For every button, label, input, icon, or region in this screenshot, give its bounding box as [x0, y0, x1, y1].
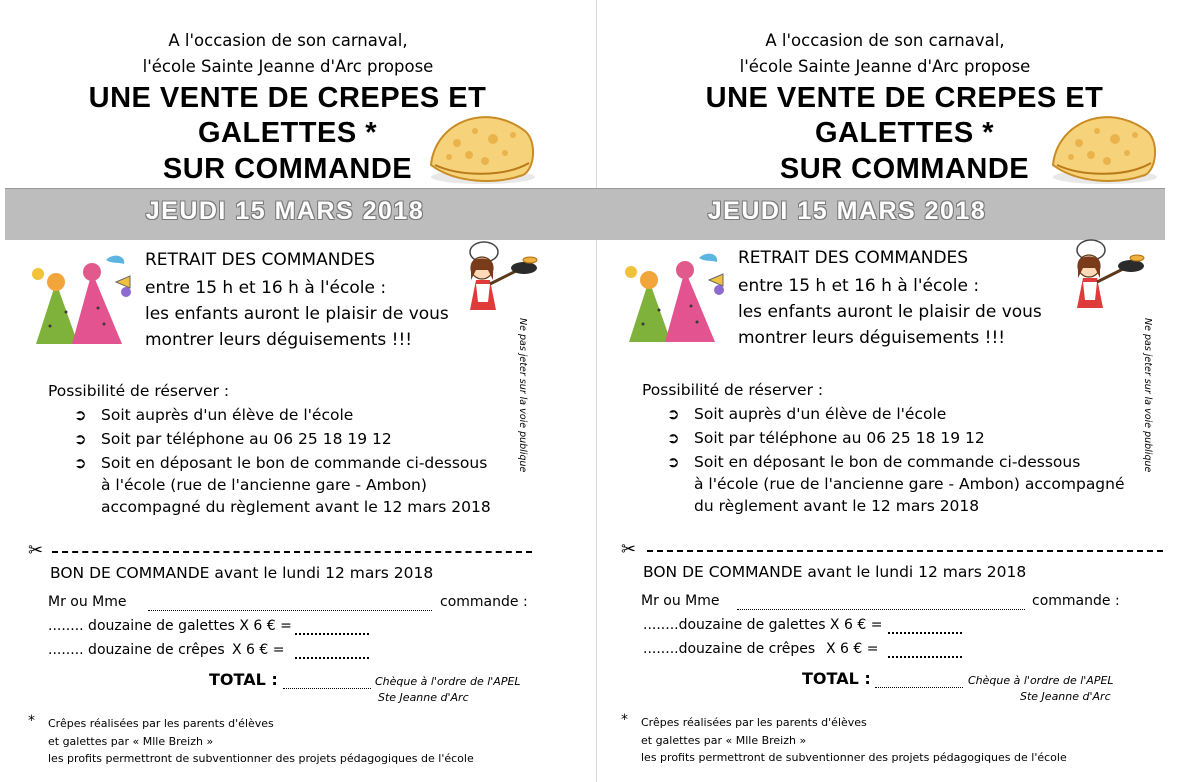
- total-field[interactable]: [875, 673, 963, 692]
- galettes-line: ........douzaine de galettes X 6 € =: [643, 617, 883, 633]
- title-line-2: GALETTES *: [197, 117, 377, 149]
- bullet-arrow-icon: ➲: [74, 406, 87, 424]
- title-line-1: UNE VENTE DE CREPES ET: [705, 82, 1104, 114]
- intro-line-1: A l'occasion de son carnaval,: [765, 31, 1005, 50]
- reserve-intro: Possibilité de réserver :: [48, 382, 230, 400]
- footnote-1: Crêpes réalisées par les parents d'élèves: [641, 716, 867, 729]
- total-field[interactable]: [283, 674, 371, 693]
- footnote-3: les profits permettront de subventionner des projets pédagogiques de l'école: [641, 751, 1067, 764]
- galettes-amount-field[interactable]: [888, 619, 962, 638]
- vertical-note: Ne pas jeter sur la voie publique: [1142, 318, 1153, 473]
- crepes-line: ........douzaine de crêpes: [643, 641, 816, 657]
- date-banner: [567, 188, 1165, 240]
- footnote-star: *: [28, 713, 35, 729]
- commande-label: commande :: [1032, 593, 1120, 609]
- name-label: Mr ou Mme: [641, 593, 720, 609]
- title-line-1: UNE VENTE DE CREPES ET: [88, 82, 487, 114]
- crepes-amount-field[interactable]: [888, 643, 962, 662]
- footnote-2: et galettes par « Mlle Breizh »: [48, 735, 214, 748]
- bullet-arrow-icon: ➲: [74, 430, 87, 448]
- bullet-2: Soit par téléphone au 06 25 18 19 12: [101, 430, 392, 448]
- crepes-line: ........ douzaine de crêpes: [48, 642, 225, 658]
- reserve-intro: Possibilité de réserver :: [642, 381, 824, 399]
- retrait-line-3: montrer leurs déguisements !!!: [738, 328, 1006, 348]
- order-title: BON DE COMMANDE avant le lundi 12 mars 2018: [50, 564, 434, 582]
- scissors-icon: ✂: [28, 540, 44, 561]
- name-label: Mr ou Mme: [48, 594, 127, 610]
- crepes-amount-field[interactable]: [295, 644, 369, 663]
- bullet-3-line-2: à l'école (rue de l'ancienne gare - Ambon) accompagné: [694, 475, 1125, 493]
- galettes-amount-field[interactable]: [295, 620, 369, 639]
- bullet-arrow-icon: ➲: [667, 429, 680, 447]
- order-title: BON DE COMMANDE avant le lundi 12 mars 2018: [643, 563, 1027, 581]
- footnote-2: et galettes par « Mlle Breizh »: [641, 734, 807, 747]
- crepe-illustration: [1047, 103, 1163, 187]
- chef-girl-illustration: [458, 240, 542, 312]
- carnival-children-illustration: [619, 250, 729, 348]
- crepes-price: X 6 € =: [826, 641, 879, 657]
- carnival-children-illustration: [26, 252, 136, 350]
- intro-line-2: l'école Sainte Jeanne d'Arc propose: [142, 57, 434, 76]
- scissors-icon: ✂: [621, 539, 637, 560]
- bullet-arrow-icon: ➲: [74, 454, 87, 472]
- name-field[interactable]: [148, 596, 432, 615]
- cheque-line-2: Ste Jeanne d'Arc: [378, 691, 469, 704]
- date-banner: [5, 188, 595, 240]
- retrait-line-1: entre 15 h et 16 h à l'école :: [145, 278, 387, 298]
- cut-line: [647, 550, 1163, 552]
- bullet-3-line-3: du règlement avant le 12 mars 2018: [694, 497, 980, 515]
- crepe-illustration: [425, 103, 541, 187]
- name-field[interactable]: [737, 595, 1025, 614]
- retrait-line-2: les enfants auront le plaisir de vous: [738, 302, 1042, 322]
- cheque-line-1: Chèque à l'ordre de l'APEL: [375, 675, 521, 688]
- intro-line-1: A l'occasion de son carnaval,: [168, 31, 408, 50]
- vertical-note: Ne pas jeter sur la voie publique: [517, 318, 528, 473]
- bullet-1: Soit auprès d'un élève de l'école: [694, 405, 947, 423]
- commande-label: commande :: [440, 594, 528, 610]
- bullet-3-line-3: accompagné du règlement avant le 12 mars 2018: [101, 498, 491, 516]
- bullet-3-line-2: à l'école (rue de l'ancienne gare - Ambon): [101, 476, 427, 494]
- retrait-line-2: les enfants auront le plaisir de vous: [145, 304, 449, 324]
- date-banner-text: JEUDI 15 MARS 2018: [145, 197, 425, 225]
- crepes-price: X 6 € =: [232, 642, 285, 658]
- total-label: TOTAL :: [802, 669, 871, 688]
- bullet-1: Soit auprès d'un élève de l'école: [101, 406, 354, 424]
- retrait-title: RETRAIT DES COMMANDES: [145, 250, 376, 270]
- chef-girl-illustration: [1065, 238, 1149, 310]
- title-line-3: SUR COMMANDE: [162, 153, 413, 185]
- retrait-line-1: entre 15 h et 16 h à l'école :: [738, 276, 980, 296]
- footnote-3: les profits permettront de subventionner des projets pédagogiques de l'école: [48, 752, 474, 765]
- cheque-line-1: Chèque à l'ordre de l'APEL: [968, 674, 1114, 687]
- cheque-line-2: Ste Jeanne d'Arc: [1020, 690, 1111, 703]
- flyer-left: [0, 0, 596, 782]
- title-line-3: SUR COMMANDE: [779, 153, 1030, 185]
- bullet-2: Soit par téléphone au 06 25 18 19 12: [694, 429, 985, 447]
- bullet-3-line-1: Soit en déposant le bon de commande ci-dessous: [694, 453, 1081, 471]
- footnote-star: *: [621, 712, 628, 728]
- date-banner-text: JEUDI 15 MARS 2018: [707, 197, 987, 225]
- bullet-3-line-1: Soit en déposant le bon de commande ci-dessous: [101, 454, 488, 472]
- flyer-right: [597, 0, 1193, 782]
- galettes-line: ........ douzaine de galettes X 6 € =: [48, 618, 292, 634]
- title-line-2: GALETTES *: [814, 117, 994, 149]
- bullet-arrow-icon: ➲: [667, 453, 680, 471]
- retrait-line-3: montrer leurs déguisements !!!: [145, 330, 413, 350]
- total-label: TOTAL :: [209, 670, 278, 689]
- intro-line-2: l'école Sainte Jeanne d'Arc propose: [739, 57, 1031, 76]
- retrait-title: RETRAIT DES COMMANDES: [738, 248, 969, 268]
- bullet-arrow-icon: ➲: [667, 405, 680, 423]
- cut-line: [52, 551, 532, 553]
- footnote-1: Crêpes réalisées par les parents d'élèves: [48, 717, 274, 730]
